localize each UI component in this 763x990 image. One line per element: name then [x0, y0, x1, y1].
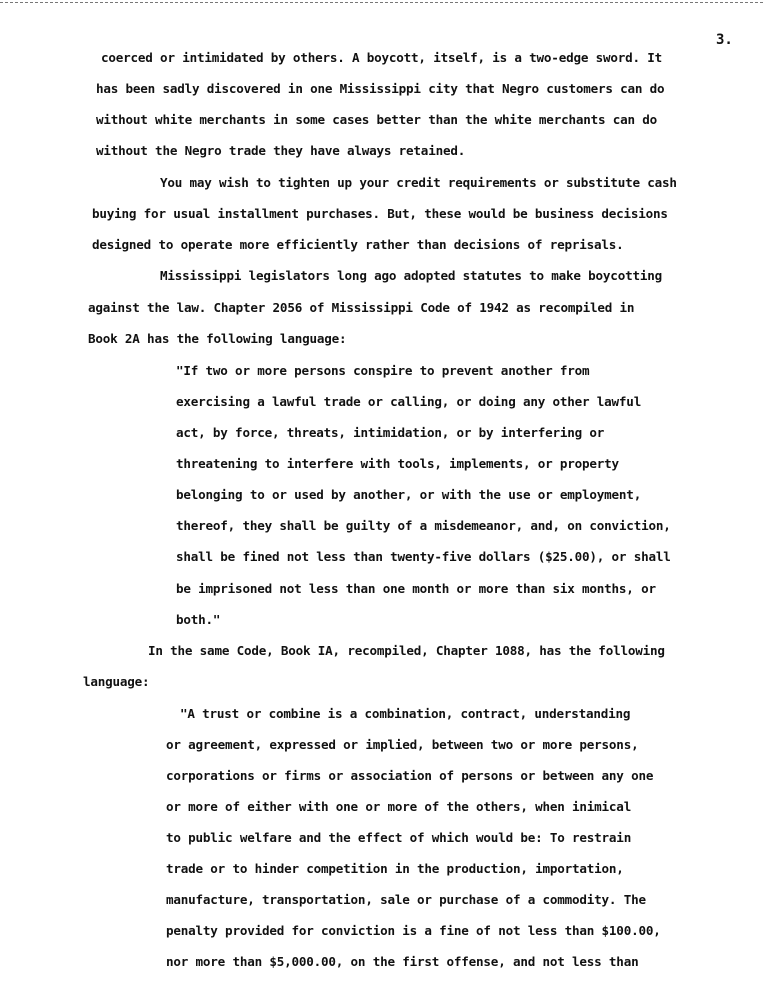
text-line: In the same Code, Book IA, recompiled, Chapter 1088, has the following — [148, 643, 665, 658]
text-line: "If two or more persons conspire to prevent another from — [176, 363, 590, 378]
text-line: or agreement, expressed or implied, between two or more persons, — [166, 737, 639, 752]
text-line: be imprisoned not less than one month or more than six months, or — [176, 581, 656, 596]
text-line: Book 2A has the following language: — [88, 331, 347, 346]
text-line: against the law. Chapter 2056 of Mississippi Code of 1942 as recompiled in — [88, 300, 635, 315]
text-line: Mississippi legislators long ago adopted statutes to make boycotting — [160, 268, 662, 283]
text-line: thereof, they shall be guilty of a misdemeanor, and, on conviction, — [176, 518, 671, 533]
text-line: designed to operate more efficiently rather than decisions of reprisals. — [92, 237, 624, 252]
text-line: penalty provided for conviction is a fine of not less than $100.00, — [166, 923, 661, 938]
text-line: both." — [176, 612, 221, 627]
text-line: without the Negro trade they have always retained. — [96, 143, 466, 158]
text-line: trade or to hinder competition in the production, importation, — [166, 861, 624, 876]
text-line: act, by force, threats, intimidation, or by interfering or — [176, 425, 605, 440]
text-line: without white merchants in some cases better than the white merchants can do — [96, 112, 658, 127]
text-line: "A trust or combine is a combination, contract, understanding — [180, 706, 631, 721]
text-line: nor more than $5,000.00, on the first offense, and not less than — [166, 954, 639, 969]
text-line: has been sadly discovered in one Mississippi city that Negro customers can do — [96, 81, 665, 96]
page-number: 3. — [716, 32, 733, 48]
text-line: coerced or intimidated by others. A boycott, itself, is a two-edge sword. It — [101, 50, 663, 65]
text-line: shall be fined not less than twenty-five dollars ($25.00), or shall — [176, 549, 671, 564]
text-line: belonging to or used by another, or with the use or employment, — [176, 487, 642, 502]
text-line: buying for usual installment purchases. But, these would be business decisions — [92, 206, 668, 221]
text-line: exercising a lawful trade or calling, or doing any other lawful — [176, 394, 642, 409]
text-line: to public welfare and the effect of which would be: To restrain — [166, 830, 632, 845]
text-line: You may wish to tighten up your credit requirements or substitute cash — [160, 175, 677, 190]
page-top-border — [0, 2, 763, 3]
text-line: threatening to interfere with tools, implements, or property — [176, 456, 619, 471]
text-line: language: — [83, 674, 150, 689]
text-line: manufacture, transportation, sale or purchase of a commodity. The — [166, 892, 646, 907]
text-line: corporations or firms or association of persons or between any one — [166, 768, 654, 783]
text-line: or more of either with one or more of the others, when inimical — [166, 799, 632, 814]
